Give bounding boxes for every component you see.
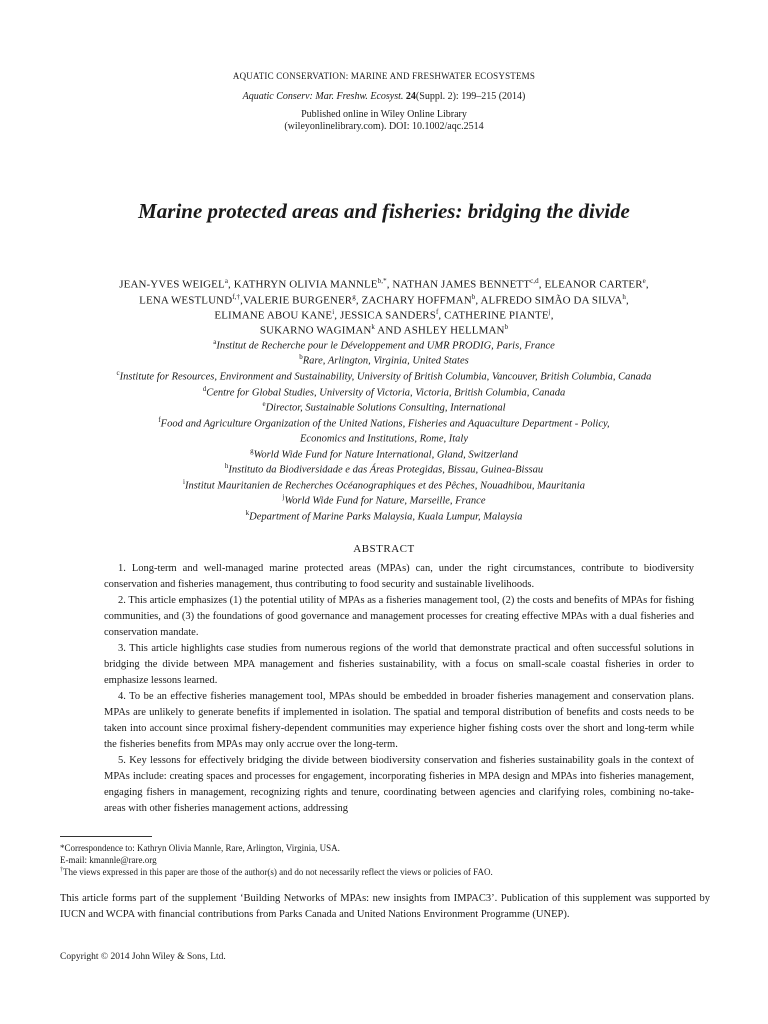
affiliation-sup: j (282, 493, 285, 501)
author-line-3: ELIMANE ABOU KANE$^i$, JESSICA SANDERS$^f$, CATHERINE PIANTE$^j$, (214, 308, 554, 322)
abstract-paragraph: 2. This article emphasizes (1) the potential utility of MPAs as a fisheries management tool, (2) the costs and benefits of MPAs for fishing communities, and (3) the foundations of good governance and management processes for creating effective MPAs with a dual fisheries and conservation mandate. (104, 595, 694, 638)
affiliation-sup: i (183, 478, 185, 486)
affiliation-sup: b (299, 353, 303, 361)
affiliation-text: Institut de Recherche pour le Développement and UMR PRODIG, Paris, France (216, 340, 555, 352)
affiliation (0, 353, 768, 367)
supplement-note: This article forms part of the supplement ‘Building Networks of MPAs: new insights from IMPAC3’. Publication of this supplement was supported by IUCN and WCPA with financial contributions from Parks Canada and United Nations Environment Programme (UNEP). (60, 893, 710, 920)
doi-line[interactable]: (wileyonlinelibrary.com). DOI: 10.1002/aqc.2514 (284, 121, 484, 132)
author-name: SUKARNO WAGIMAN (259, 324, 372, 337)
affiliation-sup: f (158, 416, 161, 424)
affiliation-text: Director, Sustainable Solutions Consulting, International (265, 402, 506, 414)
author-name: KATHRYN OLIVIA MANNLE (233, 278, 378, 291)
author-sup: c,d (530, 277, 539, 285)
affiliation (0, 400, 768, 414)
author-sup: g (352, 293, 356, 301)
published-online-line: Published online in Wiley Online Library (301, 109, 467, 120)
affiliation-text: World Wide Fund for Nature International, Gland, Switzerland (253, 449, 518, 461)
author-sup: f,† (232, 293, 241, 301)
footnote-divider (60, 836, 152, 837)
copyright: Copyright © 2014 John Wiley & Sons, Ltd. (60, 952, 226, 962)
affiliation-sup: h (224, 462, 229, 470)
affiliation (0, 447, 768, 461)
affiliation (0, 509, 768, 523)
affiliation-text: Institut Mauritanien de Recherches Océanographiques et des Pêches, Nouadhibou, Mauritania (184, 480, 585, 492)
affiliation (0, 416, 768, 430)
author-name: ALFREDO SIMÃO DA SILVA (480, 294, 623, 307)
email-footnote[interactable]: E-mail: kmannle@rare.org (60, 855, 157, 865)
citation-pages: (Suppl. 2): 199–215 (2014) (415, 91, 526, 102)
author-sup: k (371, 323, 376, 331)
affiliation-text: Food and Agriculture Organization of the United Nations, Fisheries and Aquaculture Department - Policy, (160, 418, 610, 430)
affiliation (0, 462, 768, 476)
author-name: ASHLEY HELLMAN (403, 324, 505, 337)
affiliation-text: Rare, Arlington, Virginia, United States (302, 355, 469, 367)
author-sup: b,* (377, 277, 387, 285)
abstract-paragraph: 4. To be an effective fisheries management tool, MPAs should be embedded in broader fisheries management and conservation plans. MPAs are unlikely to generate benefits if implemented in isolation. The spatial and temporal distribution of benefits and costs needs to be taken into account since proximal fishery-dependent communities may experience higher fishing costs over the short and long-term while the fisheries benefits from MPAs may only accrue over the long-term. (104, 691, 694, 750)
affiliation-text: World Wide Fund for Nature, Marseille, France (284, 495, 486, 507)
correspondence-footnote: *Correspondence to: Kathryn Olivia Mannle, Rare, Arlington, Virginia, USA. (60, 843, 340, 853)
author-name: ELEANOR CARTER (544, 278, 643, 291)
abstract-body (104, 561, 694, 817)
affiliation-sup: c (116, 369, 120, 377)
affiliation-text: Economics and Institutions, Rome, Italy (300, 433, 468, 445)
author-sup: b (504, 323, 509, 331)
affiliation-sup: e (262, 400, 266, 408)
author-name: CATHERINE PIANTE (444, 309, 549, 322)
affiliation-text: Centre for Global Studies, University of Victoria, Victoria, British Columbia, Canada (206, 387, 566, 399)
author-line-4 (0, 323, 768, 337)
affiliation-text: Institute for Resources, Environment and Sustainability, University of British Columbia, Vancouver, British Columbia, Canada (119, 371, 652, 383)
dagger-text: The views expressed in this paper are those of the author(s) and do not necessarily reflect the views or policies of FAO. (63, 867, 493, 877)
affiliation-text: Department of Marine Parks Malaysia, Kuala Lumpur, Malaysia (249, 511, 523, 523)
author-and: AND (377, 324, 402, 337)
affiliation-sup: g (250, 447, 254, 455)
affiliation-sup: k (245, 509, 250, 517)
citation-line (0, 91, 768, 102)
affiliation (0, 338, 768, 352)
affiliation (0, 385, 768, 399)
author-sup: i (332, 308, 335, 316)
citation-volume: 24 (405, 91, 416, 102)
affiliation (0, 493, 768, 507)
affiliation-sup: d (202, 385, 207, 393)
author-name: NATHAN JAMES BENNETT (392, 278, 531, 291)
author-line-1: JEAN-YVES WEIGEL$^a$, KATHRYN OLIVIA $MANNLE^{b,*}$, NATHAN JAMES BENNETT$^{c,d}$, ELEANOR CARTER$^e$, (119, 277, 649, 291)
dagger-footnote (60, 867, 493, 877)
author-sup: j (548, 308, 551, 316)
author-sup: h (622, 293, 626, 301)
author-sup: b (471, 293, 476, 301)
article-title: Marine protected areas and fisheries: bridging the divide (138, 199, 630, 223)
dagger-mark: † (60, 867, 63, 873)
author-line-2: LENA $WESTLUND^{f,\dagger},VALERIE$ BURGENER$^g$, ZACHARY HOFFMAN$^b$, ALFREDO SIMÃO DA SILVA$^h$, (139, 293, 629, 307)
abstract-heading: ABSTRACT (353, 543, 415, 555)
author-name: LENA WESTLUND (139, 294, 233, 307)
abstract-paragraph: 3. This article highlights case studies from numerous regions of the world that demonstrate practical and often successful solutions in bridging the divide between MPA management and fisheries sustainability, with a focus on small-scale coastal fisheries in order to emphasize lessons learned. (104, 643, 694, 686)
journal-name: AQUATIC CONSERVATION: MARINE AND FRESHWATER ECOSYSTEMS (232, 71, 536, 81)
affiliation-text: Instituto da Biodiversidade e das Áreas Protegidas, Bissau, Guinea-Bissau (228, 464, 544, 476)
author-sup: e (642, 277, 646, 285)
author-sup: f (435, 308, 439, 316)
author-name: ELIMANE ABOU KANE (214, 309, 333, 322)
affiliation-sup: a (213, 338, 217, 346)
affiliation (0, 369, 768, 383)
affiliation (0, 478, 768, 492)
abstract-paragraph: 5. Key lessons for effectively bridging the divide between biodiversity conservation and fisheries sustainability goals in the context of MPAs include: creating spaces and processes for engagement, incorporating fisheries in MPA design and MPAs into fisheries management, engaging fishers in management, recognizing rights and tenure, coordinating between agencies and clarifying roles, combining no-take-areas with other fisheries management actions, addressing (104, 755, 694, 814)
author-name: JEAN-YVES WEIGEL (119, 278, 225, 291)
author-sup: a (224, 277, 229, 285)
author-name: ZACHARY HOFFMAN (361, 294, 472, 307)
affiliation (0, 431, 768, 445)
abstract-paragraph: 1. Long-term and well-managed marine protected areas (MPAs) can, under the right circumstances, contribute to biodiversity conservation and fisheries management, thus contributing to food security and sustainable livelihoods. (104, 563, 694, 590)
author-name: VALERIE BURGENER (242, 294, 353, 307)
author-name: JESSICA SANDERS (339, 309, 436, 322)
citation-journal: Aquatic Conserv: Mar. Freshw. Ecosyst. (242, 91, 404, 102)
